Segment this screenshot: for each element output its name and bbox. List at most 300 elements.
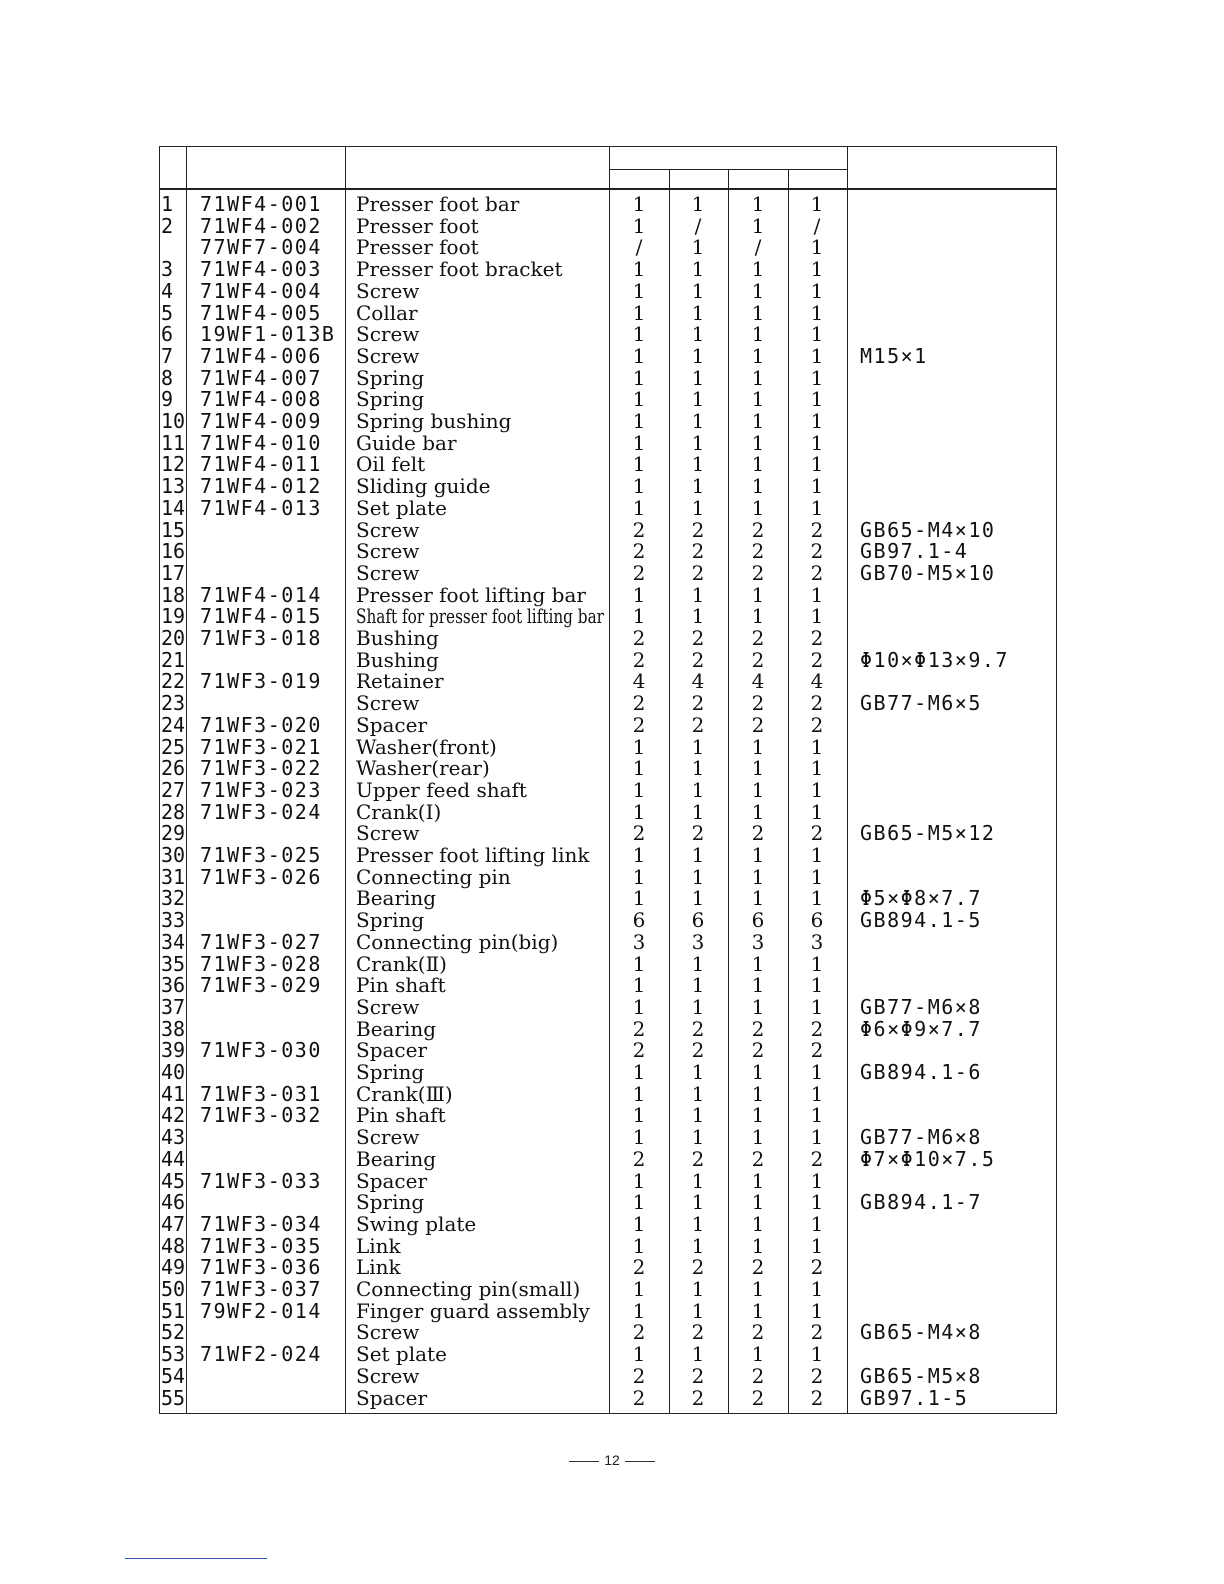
table-row [160,541,1056,563]
part-code: 71WF4-015 [200,604,322,629]
item-number: 21 [161,647,186,672]
item-number: 37 [161,994,186,1019]
table-row [160,864,1056,889]
item-number: 4 [161,278,174,303]
quantity-3: 1 [751,343,765,368]
quantity-1: 1 [632,777,646,802]
quantity-4: 1 [810,994,824,1019]
item-number: 41 [161,1081,186,1106]
quantity-1: 1 [632,1211,646,1236]
part-code: 71WF3-033 [200,1168,322,1193]
quantity-1: 1 [632,278,646,303]
quantity-4: 2 [810,712,824,737]
quantity-2: 1 [691,452,705,477]
quantity-4: / [813,213,821,238]
quantity-1: 1 [632,1190,646,1215]
part-code: 77WF7-004 [200,235,322,260]
item-number: 2 [161,213,174,238]
quantity-3: 1 [751,1125,765,1150]
quantity-2: 2 [691,1038,705,1063]
table-row [160,582,1056,607]
item-number: 5 [161,300,174,325]
part-name: Spring [356,387,425,412]
quantity-1: 2 [632,647,646,672]
quantity-4: 4 [810,669,824,694]
quantity-1: 1 [632,994,646,1019]
part-code: 71WF3-030 [200,1038,322,1063]
quantity-3: 1 [751,1190,765,1215]
part-code: 71WF3-037 [200,1277,322,1301]
table-row [160,671,1056,693]
part-name: Spacer [356,1385,428,1410]
item-number: 50 [161,1277,186,1301]
remark: GB65-M4×10 [860,517,996,542]
quantity-2: 1 [691,192,705,216]
table-row [160,560,1056,585]
part-name: Crank(Ⅲ) [356,1081,453,1106]
part-name: Crank(I) [356,799,442,824]
quantity-1: 1 [632,951,646,976]
quantity-4: 1 [810,864,824,889]
quantity-3: 1 [751,1168,765,1193]
quantity-4: 2 [810,1016,824,1041]
part-name: Spring bushing [356,409,512,433]
quantity-3: 1 [751,973,765,998]
quantity-3: 1 [751,1081,765,1106]
quantity-3: 2 [751,1016,765,1041]
quantity-1: 2 [632,1146,646,1171]
item-number: 15 [161,517,186,542]
item-number: 55 [161,1385,186,1410]
quantity-2: 1 [691,495,705,520]
part-code: 71WF3-025 [200,843,322,867]
item-number: 23 [161,691,186,716]
quantity-1: 1 [632,1298,646,1323]
quantity-3: 2 [751,1320,765,1345]
table-row [160,300,1056,325]
quantity-4: 1 [810,799,824,824]
quantity-2: 1 [691,322,705,347]
quantity-1: 3 [632,929,646,954]
remark: GB70-M5×10 [860,560,996,585]
footnote-rule [125,1558,267,1559]
quantity-1: 1 [632,734,646,759]
remark: Φ6×Φ9×7.7 [860,1016,982,1041]
quantity-2: 2 [691,560,705,585]
table-row [160,1298,1056,1323]
table-row [160,951,1056,976]
part-name: Presser foot bracket [356,257,563,282]
part-code: 71WF4-007 [200,365,322,390]
quantity-3: / [754,235,762,260]
quantity-2: 1 [691,1060,705,1084]
table-row [160,1322,1056,1344]
parts-table [159,146,1057,1414]
quantity-4: 1 [810,1342,824,1367]
quantity-1: 1 [632,1168,646,1193]
table-row [160,1257,1056,1279]
quantity-2: 2 [691,1320,705,1345]
item-number: 31 [161,864,186,889]
quantity-3: 1 [751,1277,765,1301]
quantity-1: 1 [632,1060,646,1084]
item-number: 51 [161,1298,186,1323]
part-code: 71WF4-010 [200,430,322,455]
quantity-2: 2 [691,1255,705,1280]
part-name: Washer(rear) [356,756,490,781]
quantity-2: 2 [691,712,705,737]
part-code: 79WF2-014 [200,1298,322,1323]
part-name: Screw [356,278,420,303]
part-name: Screw [356,691,420,716]
quantity-2: 1 [691,387,705,412]
quantity-3: 1 [751,257,765,282]
quantity-1: 1 [632,192,646,216]
quantity-4: 3 [810,929,824,954]
table-row [160,259,1056,281]
table-row [160,1279,1056,1301]
item-number: 24 [161,712,186,737]
table-row [160,1192,1056,1214]
quantity-2: 1 [691,474,705,499]
quantity-1: 1 [632,604,646,629]
part-name: Pin shaft [356,973,446,998]
table-row [160,517,1056,542]
quantity-4: 1 [810,1168,824,1193]
quantity-1: 1 [632,365,646,390]
table-row [160,237,1056,259]
part-code: 71WF4-001 [200,192,322,216]
part-code: 71WF3-021 [200,734,322,759]
item-number: 3 [161,257,174,282]
table-row [160,365,1056,390]
table-row [160,929,1056,954]
table-row [160,343,1056,368]
quantity-1: 2 [632,1363,646,1388]
quantity-4: 2 [810,1255,824,1280]
quantity-3: 1 [751,756,765,781]
part-name: Screw [356,539,420,564]
quantity-3: 2 [751,691,765,716]
part-name: Connecting pin(small) [356,1277,581,1301]
quantity-2: 1 [691,235,705,260]
quantity-1: 2 [632,1016,646,1041]
part-name: Spring [356,908,425,933]
quantity-1: 1 [632,474,646,499]
part-code: 71WF2-024 [200,1342,322,1367]
remark: Φ10×Φ13×9.7 [860,647,1009,672]
remark: GB65-M5×12 [860,821,996,846]
quantity-3: 1 [751,300,765,325]
quantity-3: 6 [751,908,765,933]
quantity-2: 1 [691,886,705,911]
quantity-3: 1 [751,474,765,499]
remark: GB77-M6×8 [860,1125,982,1150]
quantity-4: 2 [810,560,824,585]
remark: GB77-M6×5 [860,691,982,716]
quantity-2: 1 [691,994,705,1019]
page-number: 12 [604,1452,620,1468]
part-name: Spring [356,365,425,390]
quantity-3: 2 [751,539,765,564]
quantity-3: 3 [751,929,765,954]
quantity-1: 1 [632,582,646,607]
table-row [160,324,1056,346]
item-number: 32 [161,886,186,911]
quantity-2: 1 [691,1125,705,1150]
remark: GB65-M4×8 [860,1320,982,1345]
quantity-1: 4 [632,669,646,694]
item-number: 28 [161,799,186,824]
quantity-1: 1 [632,257,646,282]
quantity-3: 1 [751,1298,765,1323]
remark: GB65-M5×8 [860,1363,982,1388]
quantity-4: 1 [810,387,824,412]
table-row [160,734,1056,759]
quantity-1: 2 [632,626,646,650]
quantity-3: 4 [751,669,765,694]
quantity-4: 1 [810,1103,824,1128]
quantity-3: 2 [751,560,765,585]
quantity-2: 2 [691,626,705,650]
quantity-1: 2 [632,821,646,846]
quantity-3: 1 [751,1103,765,1128]
item-number: 14 [161,495,186,520]
part-name: Guide bar [356,430,457,455]
quantity-2: 2 [691,1363,705,1388]
quantity-2: 1 [691,409,705,433]
remark: GB97.1-5 [860,1385,969,1410]
quantity-3: 1 [751,582,765,607]
quantity-4: 1 [810,495,824,520]
table-row [160,1385,1056,1410]
quantity-3: 1 [751,1233,765,1258]
page-footer [0,1452,1224,1468]
quantity-1: 1 [632,1233,646,1258]
remark: Φ5×Φ8×7.7 [860,886,982,911]
quantity-2: 1 [691,257,705,282]
item-number: 9 [161,387,174,412]
item-number: 39 [161,1038,186,1063]
part-name: Bushing [356,647,439,672]
quantity-1: 1 [632,1342,646,1367]
quantity-3: 1 [751,994,765,1019]
item-number: 33 [161,908,186,933]
part-name: Screw [356,343,420,368]
table-row [160,430,1056,455]
table-row [160,1146,1056,1171]
quantity-2: 1 [691,1211,705,1236]
table-row [160,647,1056,672]
part-name: Collar [356,300,418,325]
quantity-3: 1 [751,864,765,889]
quantity-2: 1 [691,1103,705,1128]
quantity-2: 2 [691,1146,705,1171]
quantity-1: 1 [632,430,646,455]
item-number: 22 [161,669,186,694]
part-code: 71WF4-008 [200,387,322,412]
quantity-3: 1 [751,365,765,390]
quantity-3: 1 [751,1211,765,1236]
quantity-2: 2 [691,691,705,716]
quantity-4: 1 [810,278,824,303]
quantity-4: 1 [810,756,824,781]
part-name: Bushing [356,626,439,650]
quantity-1: 1 [632,409,646,433]
quantity-2: 6 [691,908,705,933]
table-row [160,389,1056,411]
part-name: Screw [356,322,420,347]
part-name: Presser foot lifting bar [356,582,586,607]
part-name: Link [356,1233,401,1258]
part-name: Bearing [356,1016,437,1041]
quantity-2: 3 [691,929,705,954]
quantity-4: 1 [810,474,824,499]
quantity-4: 1 [810,322,824,347]
table-row [160,758,1056,780]
quantity-3: 1 [751,951,765,976]
quantity-4: 1 [810,734,824,759]
quantity-3: 1 [751,387,765,412]
quantity-4: 2 [810,1363,824,1388]
part-code: 71WF3-034 [200,1211,322,1236]
quantity-1: 1 [632,886,646,911]
quantity-2: 1 [691,799,705,824]
item-number: 18 [161,582,186,607]
item-number: 20 [161,626,186,650]
part-name: Set plate [356,1342,447,1367]
part-name: Spring [356,1190,425,1215]
quantity-4: 2 [810,647,824,672]
quantity-3: 2 [751,712,765,737]
item-number: 26 [161,756,186,781]
quantity-3: 2 [751,1255,765,1280]
quantity-1: / [635,235,643,260]
part-name: Spring [356,1060,425,1084]
item-number: 10 [161,409,186,433]
quantity-4: 1 [810,365,824,390]
item-number: 48 [161,1233,186,1258]
quantity-3: 2 [751,821,765,846]
quantity-header-divider [610,169,848,170]
quantity-4: 6 [810,908,824,933]
quantity-2: 1 [691,756,705,781]
quantity-4: 2 [810,626,824,650]
part-name: Spacer [356,1168,428,1193]
quantity-4: 2 [810,1320,824,1345]
item-number: 38 [161,1016,186,1041]
quantity-4: 2 [810,1146,824,1171]
quantity-1: 1 [632,322,646,347]
part-name: Retainer [356,669,444,694]
quantity-2: 1 [691,430,705,455]
quantity-1: 1 [632,973,646,998]
quantity-3: 2 [751,1385,765,1410]
item-number: 40 [161,1060,186,1084]
quantity-3: 2 [751,626,765,650]
part-name: Presser foot [356,235,479,260]
quantity-4: 1 [810,192,824,216]
item-number: 49 [161,1255,186,1280]
quantity-3: 2 [751,517,765,542]
quantity-1: 2 [632,1385,646,1410]
part-name: Bearing [356,886,437,911]
item-number: 6 [161,322,174,347]
quantity-2: 1 [691,734,705,759]
part-code: 71WF3-029 [200,973,322,998]
remark: GB77-M6×8 [860,994,982,1019]
quantity-3: 2 [751,647,765,672]
part-code: 71WF4-009 [200,409,322,433]
quantity-3: 2 [751,1146,765,1171]
quantity-1: 2 [632,1255,646,1280]
quantity-1: 1 [632,1103,646,1128]
quantity-1: 2 [632,539,646,564]
table-row [160,799,1056,824]
part-name: Oil felt [356,452,426,477]
part-code: 71WF4-005 [200,300,322,325]
dash-right [625,1461,655,1462]
quantity-4: 1 [810,604,824,629]
part-code: 71WF3-023 [200,777,322,802]
quantity-4: 2 [810,517,824,542]
table-row [160,194,1056,216]
quantity-2: 2 [691,539,705,564]
part-name: Connecting pin [356,864,511,889]
part-code: 71WF4-002 [200,213,322,238]
quantity-4: 1 [810,951,824,976]
table-row [160,495,1056,520]
part-code: 71WF4-011 [200,452,322,477]
table-row [160,454,1056,476]
quantity-4: 2 [810,1038,824,1063]
quantity-3: 1 [751,213,765,238]
item-number: 17 [161,560,186,585]
part-name: Presser foot lifting link [356,843,590,867]
part-code: 71WF3-024 [200,799,322,824]
table-row [160,693,1056,715]
quantity-1: 1 [632,1081,646,1106]
part-name: Shaft for presser foot lifting bar [356,604,604,629]
part-name: Swing plate [356,1211,477,1236]
item-number: 54 [161,1363,186,1388]
remark: GB894.1-5 [860,908,982,933]
dash-left [569,1461,599,1462]
table-row [160,1040,1056,1062]
quantity-2: 1 [691,1081,705,1106]
quantity-2: 1 [691,843,705,867]
quantity-1: 1 [632,452,646,477]
header-divider [160,188,1056,190]
quantity-1: 2 [632,691,646,716]
quantity-2: 1 [691,300,705,325]
item-number: 29 [161,821,186,846]
quantity-4: 1 [810,1233,824,1258]
quantity-2: 1 [691,1298,705,1323]
quantity-1: 2 [632,560,646,585]
part-code: 71WF4-014 [200,582,322,607]
part-code: 71WF3-019 [200,669,322,694]
item-number: 8 [161,365,174,390]
part-code: 71WF4-003 [200,257,322,282]
part-code: 71WF3-026 [200,864,322,889]
quantity-1: 1 [632,843,646,867]
part-code: 71WF3-018 [200,626,322,650]
part-name: Link [356,1255,401,1280]
quantity-3: 2 [751,1038,765,1063]
quantity-2: 2 [691,647,705,672]
part-code: 71WF3-020 [200,712,322,737]
